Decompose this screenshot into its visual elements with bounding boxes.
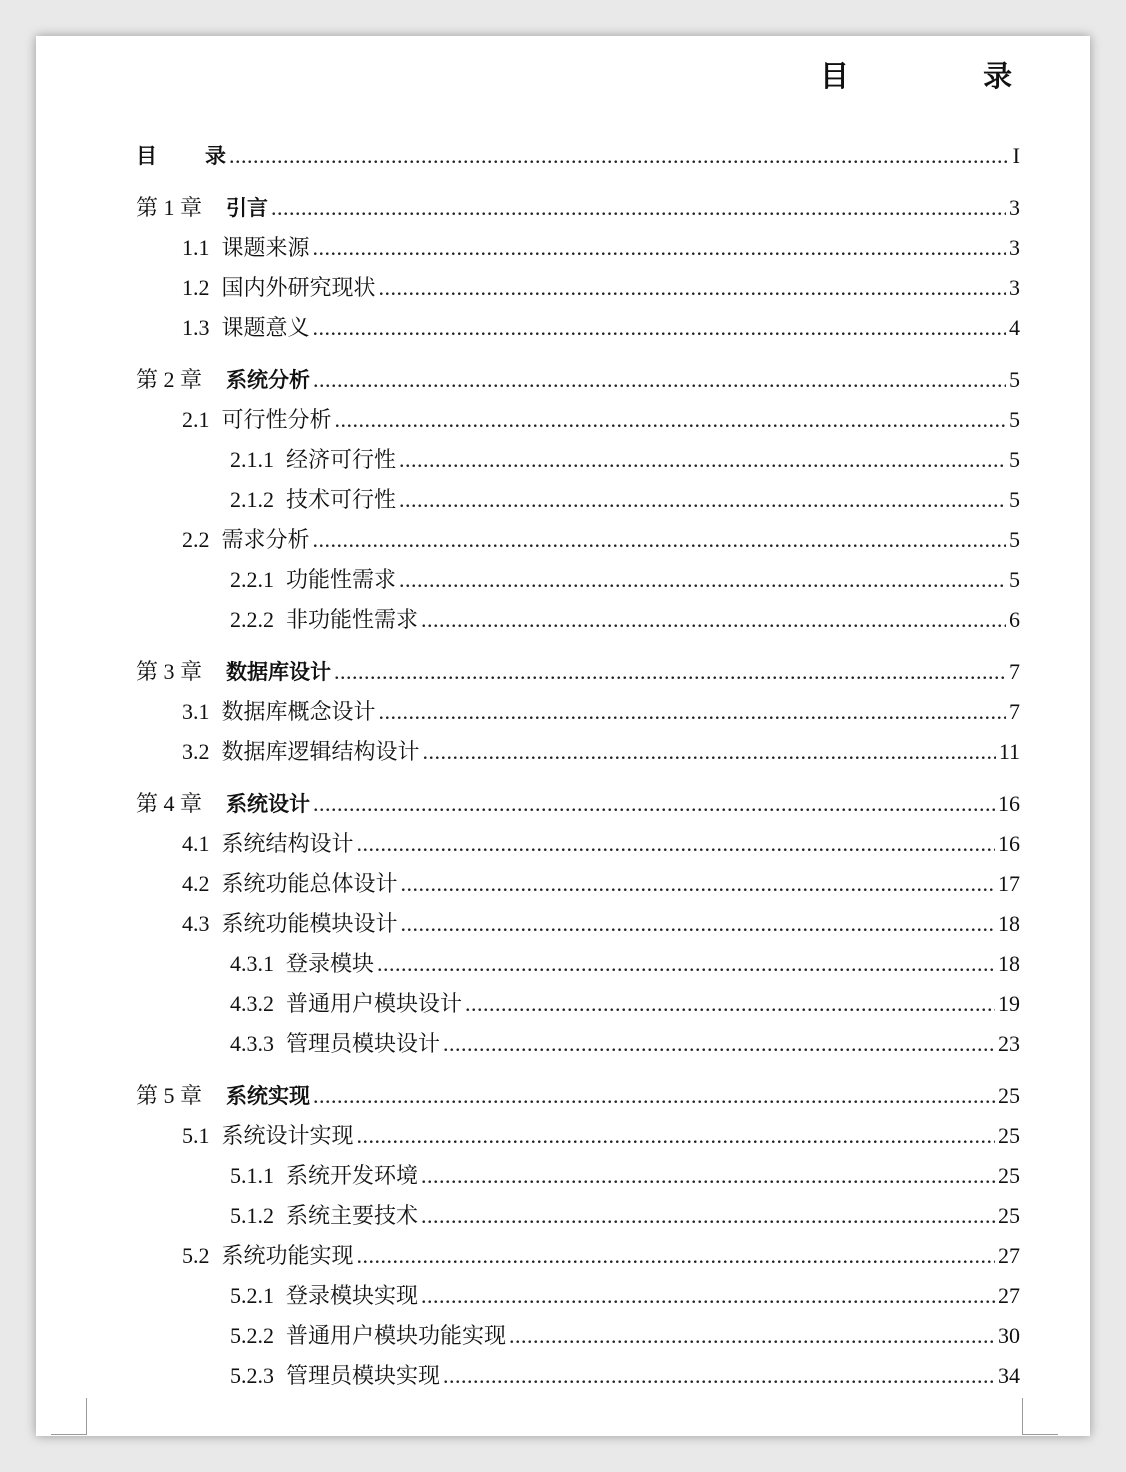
toc-entry-page-number: 23 xyxy=(998,1031,1020,1056)
toc-entry-page-number: 27 xyxy=(998,1243,1020,1268)
toc-entry-第3章[interactable] xyxy=(136,657,1020,687)
toc-entry-title: 课题意义 xyxy=(221,315,310,340)
toc-entry-2.2[interactable] xyxy=(182,525,1020,555)
toc-entry-page-number: 16 xyxy=(998,791,1020,816)
dot-leader xyxy=(465,989,995,1019)
toc-entry-number: 2.1.1 xyxy=(230,447,274,472)
toc-entry-page-number: 5 xyxy=(1009,367,1020,392)
dot-leader xyxy=(335,405,1006,435)
toc-entry-title: 技术可行性 xyxy=(286,487,397,512)
toc-entry-4.3.3[interactable] xyxy=(230,1029,1020,1059)
toc-entry-2.1[interactable] xyxy=(182,405,1020,435)
toc-entry-title: 功能性需求 xyxy=(286,567,397,592)
toc-entry-5.1.2[interactable] xyxy=(230,1201,1020,1231)
toc-entry-number: 2.1 xyxy=(182,407,210,432)
toc-entry-title: 可行性分析 xyxy=(221,407,332,432)
dot-leader xyxy=(379,697,1006,727)
dot-leader xyxy=(443,1029,995,1059)
toc-entry-1.2[interactable] xyxy=(182,273,1020,303)
toc-entry-page-number: 11 xyxy=(998,739,1020,764)
toc-entry-page-number: 3 xyxy=(1009,195,1020,220)
dot-leader xyxy=(313,789,995,819)
toc-entry-number: 5.1 xyxy=(182,1123,210,1148)
dot-leader xyxy=(377,949,995,979)
toc-entry-page-number: 7 xyxy=(1009,699,1020,724)
toc-entry-number: 4.3.3 xyxy=(230,1031,274,1056)
toc-entry-number: 1.2 xyxy=(182,275,210,300)
dot-leader xyxy=(229,141,1010,171)
dot-leader xyxy=(313,233,1006,263)
toc-entry-page-number: 17 xyxy=(998,871,1020,896)
toc-entry-page-number: 16 xyxy=(998,831,1020,856)
toc-entry-number: 2.2.1 xyxy=(230,567,274,592)
dot-leader xyxy=(357,1121,995,1151)
toc-entry-title: 系统功能实现 xyxy=(221,1243,354,1268)
toc-entry-number: 4.1 xyxy=(182,831,210,856)
toc-entry-page-number: 25 xyxy=(998,1123,1020,1148)
toc-entry-number: 1.3 xyxy=(182,315,210,340)
toc-entry-number: 3.2 xyxy=(182,739,210,764)
toc-entry-5.1[interactable] xyxy=(182,1121,1020,1151)
dot-leader xyxy=(357,829,995,859)
toc-entry-page-number: 5 xyxy=(1009,567,1020,592)
toc-entry-number: 第 2 章 xyxy=(136,367,203,392)
dot-leader xyxy=(443,1361,995,1391)
toc-entry-number: 1.1 xyxy=(182,235,210,260)
toc-entry-number: 5.2.3 xyxy=(230,1363,274,1388)
toc-entry-title: 课题来源 xyxy=(221,235,310,260)
toc-entry-title: 系统分析 xyxy=(226,368,311,392)
toc-entry-title: 系统实现 xyxy=(226,1084,311,1108)
toc-entry-3.1[interactable] xyxy=(182,697,1020,727)
toc-entry-2.1.2[interactable] xyxy=(230,485,1020,515)
toc-entry-page-number: 18 xyxy=(998,911,1020,936)
dot-leader xyxy=(509,1321,995,1351)
toc-entry-number: 4.3.1 xyxy=(230,951,274,976)
toc-entry-title: 系统主要技术 xyxy=(286,1203,419,1228)
toc-entry-title: 非功能性需求 xyxy=(286,607,419,632)
toc-entry-第1章[interactable] xyxy=(136,193,1020,223)
toc-entry-number: 第 4 章 xyxy=(136,791,203,816)
toc-entry-第4章[interactable] xyxy=(136,789,1020,819)
dot-leader xyxy=(421,1281,995,1311)
toc-entry-title: 系统设计 xyxy=(226,792,311,816)
toc-entry-5.2.3[interactable] xyxy=(230,1361,1020,1391)
dot-leader xyxy=(313,365,1006,395)
dot-leader xyxy=(401,869,995,899)
toc-entry-number: 第 1 章 xyxy=(136,195,203,220)
dot-leader xyxy=(401,909,995,939)
toc-entry-page-number: 5 xyxy=(1009,447,1020,472)
toc-entry-page-number: 34 xyxy=(998,1363,1020,1388)
toc-entry-number: 5.2.2 xyxy=(230,1323,274,1348)
dot-leader xyxy=(399,485,1006,515)
toc-entry-4.2[interactable] xyxy=(182,869,1020,899)
toc-entry-number: 5.1.2 xyxy=(230,1203,274,1228)
toc-entry-5.2[interactable] xyxy=(182,1241,1020,1271)
toc-entry-page-number: 3 xyxy=(1009,275,1020,300)
toc-entry-page-number: 5 xyxy=(1009,487,1020,512)
toc-entry-title: 系统开发环境 xyxy=(286,1163,419,1188)
dot-leader xyxy=(421,1201,995,1231)
toc-entry-title: 系统设计实现 xyxy=(221,1123,354,1148)
toc-entry-1.1[interactable] xyxy=(182,233,1020,263)
toc-entry-number: 5.1.1 xyxy=(230,1163,274,1188)
toc-entry-number: 2.2.2 xyxy=(230,607,274,632)
toc-entry-number: 第 3 章 xyxy=(136,659,203,684)
crop-mark-bottom-right xyxy=(1022,1398,1058,1435)
toc-entry-page-number: 25 xyxy=(998,1163,1020,1188)
toc-entry-title: 需求分析 xyxy=(221,527,310,552)
toc-entry-page-number: 25 xyxy=(998,1203,1020,1228)
toc-entry-5.2.2[interactable] xyxy=(230,1321,1020,1351)
toc-entry-number: 3.1 xyxy=(182,699,210,724)
toc-entry-title: 系统结构设计 xyxy=(221,831,354,856)
toc-entry-number: 5.2.1 xyxy=(230,1283,274,1308)
toc-entry-1.3[interactable] xyxy=(182,313,1020,343)
toc-entry-title: 引言 xyxy=(226,196,269,220)
toc-entry-number: 4.2 xyxy=(182,871,210,896)
toc-entry-page-number: I xyxy=(1012,143,1020,168)
toc-entry-title: 经济可行性 xyxy=(286,447,397,472)
toc-entry-4.3[interactable] xyxy=(182,909,1020,939)
toc-entry-4.3.2[interactable] xyxy=(230,989,1020,1019)
dot-leader xyxy=(421,605,1006,635)
dot-leader xyxy=(357,1241,995,1271)
toc-entry-4.1[interactable] xyxy=(182,829,1020,859)
toc-entry-number: 2.2 xyxy=(182,527,210,552)
toc-entry-title: 目录 xyxy=(136,144,274,168)
toc-entry-title: 数据库设计 xyxy=(226,660,332,684)
toc-entry-page-number: 30 xyxy=(998,1323,1020,1348)
dot-leader xyxy=(334,657,1006,687)
toc-entry-title: 数据库概念设计 xyxy=(221,699,376,724)
toc-entry-5.1.1[interactable] xyxy=(230,1161,1020,1191)
dot-leader xyxy=(313,525,1006,555)
toc-entry-number: 第 5 章 xyxy=(136,1083,203,1108)
toc-entry-title: 数据库逻辑结构设计 xyxy=(221,739,420,764)
toc-entry-title: 管理员模块设计 xyxy=(286,1031,441,1056)
toc-entry-第2章[interactable] xyxy=(136,365,1020,395)
toc-entry-title: 系统功能总体设计 xyxy=(221,871,398,896)
dot-leader xyxy=(379,273,1006,303)
toc-entry-number: 2.1.2 xyxy=(230,487,274,512)
toc-entry-title: 普通用户模块功能实现 xyxy=(286,1323,507,1348)
toc-entry-2.1.1[interactable] xyxy=(230,445,1020,475)
toc-entry-contents[interactable] xyxy=(136,141,1020,171)
toc-entry-title: 系统功能模块设计 xyxy=(221,911,398,936)
toc-entry-page-number: 18 xyxy=(998,951,1020,976)
dot-leader xyxy=(423,737,996,767)
toc-entry-title: 管理员模块实现 xyxy=(286,1363,441,1388)
toc-entry-title: 登录模块实现 xyxy=(286,1283,419,1308)
toc-entry-page-number: 3 xyxy=(1009,235,1020,260)
toc-entry-number: 5.2 xyxy=(182,1243,210,1268)
toc-entry-5.2.1[interactable] xyxy=(230,1281,1020,1311)
toc-entry-page-number: 5 xyxy=(1009,527,1020,552)
toc-entry-page-number: 5 xyxy=(1009,407,1020,432)
toc-entry-page-number: 7 xyxy=(1009,659,1020,684)
dot-leader xyxy=(421,1161,995,1191)
toc-entry-page-number: 19 xyxy=(998,991,1020,1016)
page-title: 目 录 xyxy=(820,59,1075,93)
toc-entry-number: 4.3 xyxy=(182,911,210,936)
document-page xyxy=(36,36,1090,1436)
toc-entry-page-number: 4 xyxy=(1009,315,1020,340)
toc-entry-page-number: 6 xyxy=(1009,607,1020,632)
toc-entry-3.2[interactable] xyxy=(182,737,1020,767)
dot-leader xyxy=(271,193,1006,223)
toc-entry-4.3.1[interactable] xyxy=(230,949,1020,979)
toc-entry-page-number: 25 xyxy=(998,1083,1020,1108)
toc-entry-第5章[interactable] xyxy=(136,1081,1020,1111)
dot-leader xyxy=(399,445,1006,475)
crop-mark-bottom-left xyxy=(51,1398,87,1435)
toc-entry-title: 普通用户模块设计 xyxy=(286,991,463,1016)
dot-leader xyxy=(399,565,1006,595)
toc-entry-page-number: 27 xyxy=(998,1283,1020,1308)
toc-entry-2.2.2[interactable] xyxy=(230,605,1020,635)
dot-leader xyxy=(313,1081,995,1111)
toc-entry-title: 登录模块 xyxy=(286,951,375,976)
toc-entry-number: 4.3.2 xyxy=(230,991,274,1016)
dot-leader xyxy=(313,313,1006,343)
toc-entry-title: 国内外研究现状 xyxy=(221,275,376,300)
toc-entry-2.2.1[interactable] xyxy=(230,565,1020,595)
